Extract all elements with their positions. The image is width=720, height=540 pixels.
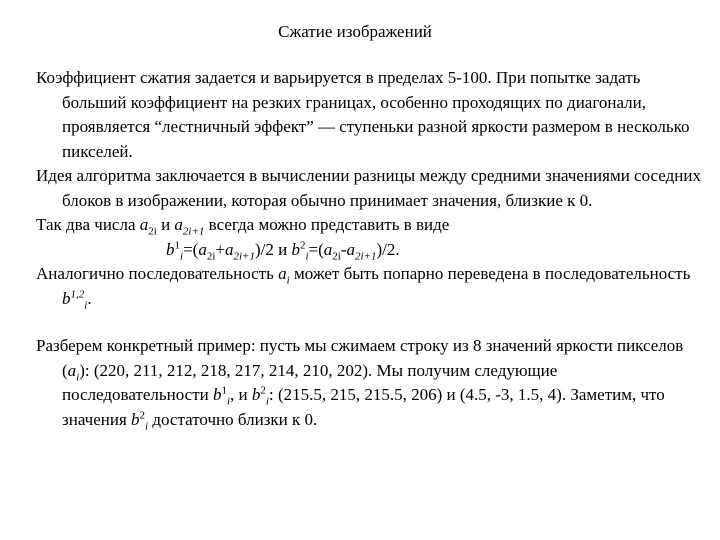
paragraph-two-numbers xyxy=(36,213,706,238)
subscript-text: 2i+1 xyxy=(233,249,255,262)
paragraph-algorithm-idea: Идея алгоритма заключается в вычислении разницы между средними значениями соседних блоков в изображении, которая обычно принимает значения, близкие к 0. xyxy=(36,166,701,210)
text: - xyxy=(340,239,347,259)
text: + xyxy=(215,239,225,259)
var-a: a xyxy=(224,239,234,259)
var-b: b xyxy=(166,239,175,259)
text: )/2. xyxy=(376,239,400,259)
superscript: 2 xyxy=(299,238,306,251)
text: может быть попарно переведена в последовательность xyxy=(289,264,691,283)
subscript-text: i xyxy=(286,274,290,287)
subscript-text: i xyxy=(265,395,269,408)
superscript xyxy=(71,288,85,300)
var-b: b xyxy=(62,288,71,308)
superscript-text: 1,2 xyxy=(70,287,85,300)
text: =( xyxy=(308,239,324,259)
formula-b1-b2 xyxy=(36,238,706,263)
slide-content xyxy=(36,66,706,432)
subscript xyxy=(183,225,204,237)
subscript: 2i xyxy=(148,225,157,238)
var-b: b xyxy=(131,409,140,429)
text: =( xyxy=(183,239,199,259)
text: Так два числа xyxy=(36,215,140,234)
var-a: a xyxy=(174,215,183,234)
subscript-text: 2i+1 xyxy=(354,249,377,262)
text: всегда можно представить в виде xyxy=(204,215,450,234)
text: : (215.5, 215, 215.5, 206) и (4.5, -3, 1.5, 4). Заметим, что значения xyxy=(62,385,665,429)
var-b: b xyxy=(251,385,261,404)
subscript-text: i xyxy=(180,249,184,262)
text: достаточно близки к 0. xyxy=(148,409,318,429)
subscript-text: i xyxy=(84,298,88,311)
var-a: a xyxy=(346,239,355,259)
paragraph-gap xyxy=(36,311,706,334)
var-b: b xyxy=(212,385,222,404)
text: )/2 и xyxy=(254,239,292,259)
superscript: 1 xyxy=(174,238,180,251)
slide-title: Сжатие изображений xyxy=(278,22,432,41)
paragraph-analogous-sequence xyxy=(36,262,706,311)
text: и xyxy=(156,215,175,234)
subscript-text: 2i+1 xyxy=(182,225,205,238)
var-a: a xyxy=(323,239,333,259)
superscript: 2 xyxy=(260,384,266,397)
subscript-text: i xyxy=(305,249,309,262)
subscript-text: i xyxy=(145,419,149,432)
subscript xyxy=(233,250,254,262)
subscript-text: i xyxy=(226,395,231,408)
subscript: 2i xyxy=(332,249,341,262)
var-a: a xyxy=(198,239,207,259)
paragraph-compression-ratio: Коэффициент сжатия задается и варьируется в пределах 5-100. При попытке задать больший коэффициент на резких границах, особенно проходящих по диагонали, проявляется “лестничный эффект” — ступеньки разной яркости размером в несколько пикселей. xyxy=(36,68,690,161)
subscript-text: i xyxy=(76,370,80,383)
subscript: 2i xyxy=(206,249,216,262)
var-a: a xyxy=(139,215,149,234)
text: Аналогично последовательность xyxy=(36,264,279,283)
superscript: 1 xyxy=(221,384,227,397)
text: . xyxy=(87,288,92,308)
text: , и xyxy=(230,385,252,404)
text: ): (220, 211, 212, 218, 217, 214, 210, 202). Мы получим следующие последовательности xyxy=(62,360,558,404)
subscript xyxy=(355,250,376,262)
var-a: a xyxy=(67,360,77,380)
var-a: a xyxy=(278,264,287,283)
text: Разберем конкретный пример: пусть мы сжимаем строку из 8 значений яркости пикселов ( xyxy=(36,336,684,380)
paragraph-example xyxy=(36,334,706,432)
superscript: 2 xyxy=(139,408,146,421)
var-b: b xyxy=(291,239,300,259)
